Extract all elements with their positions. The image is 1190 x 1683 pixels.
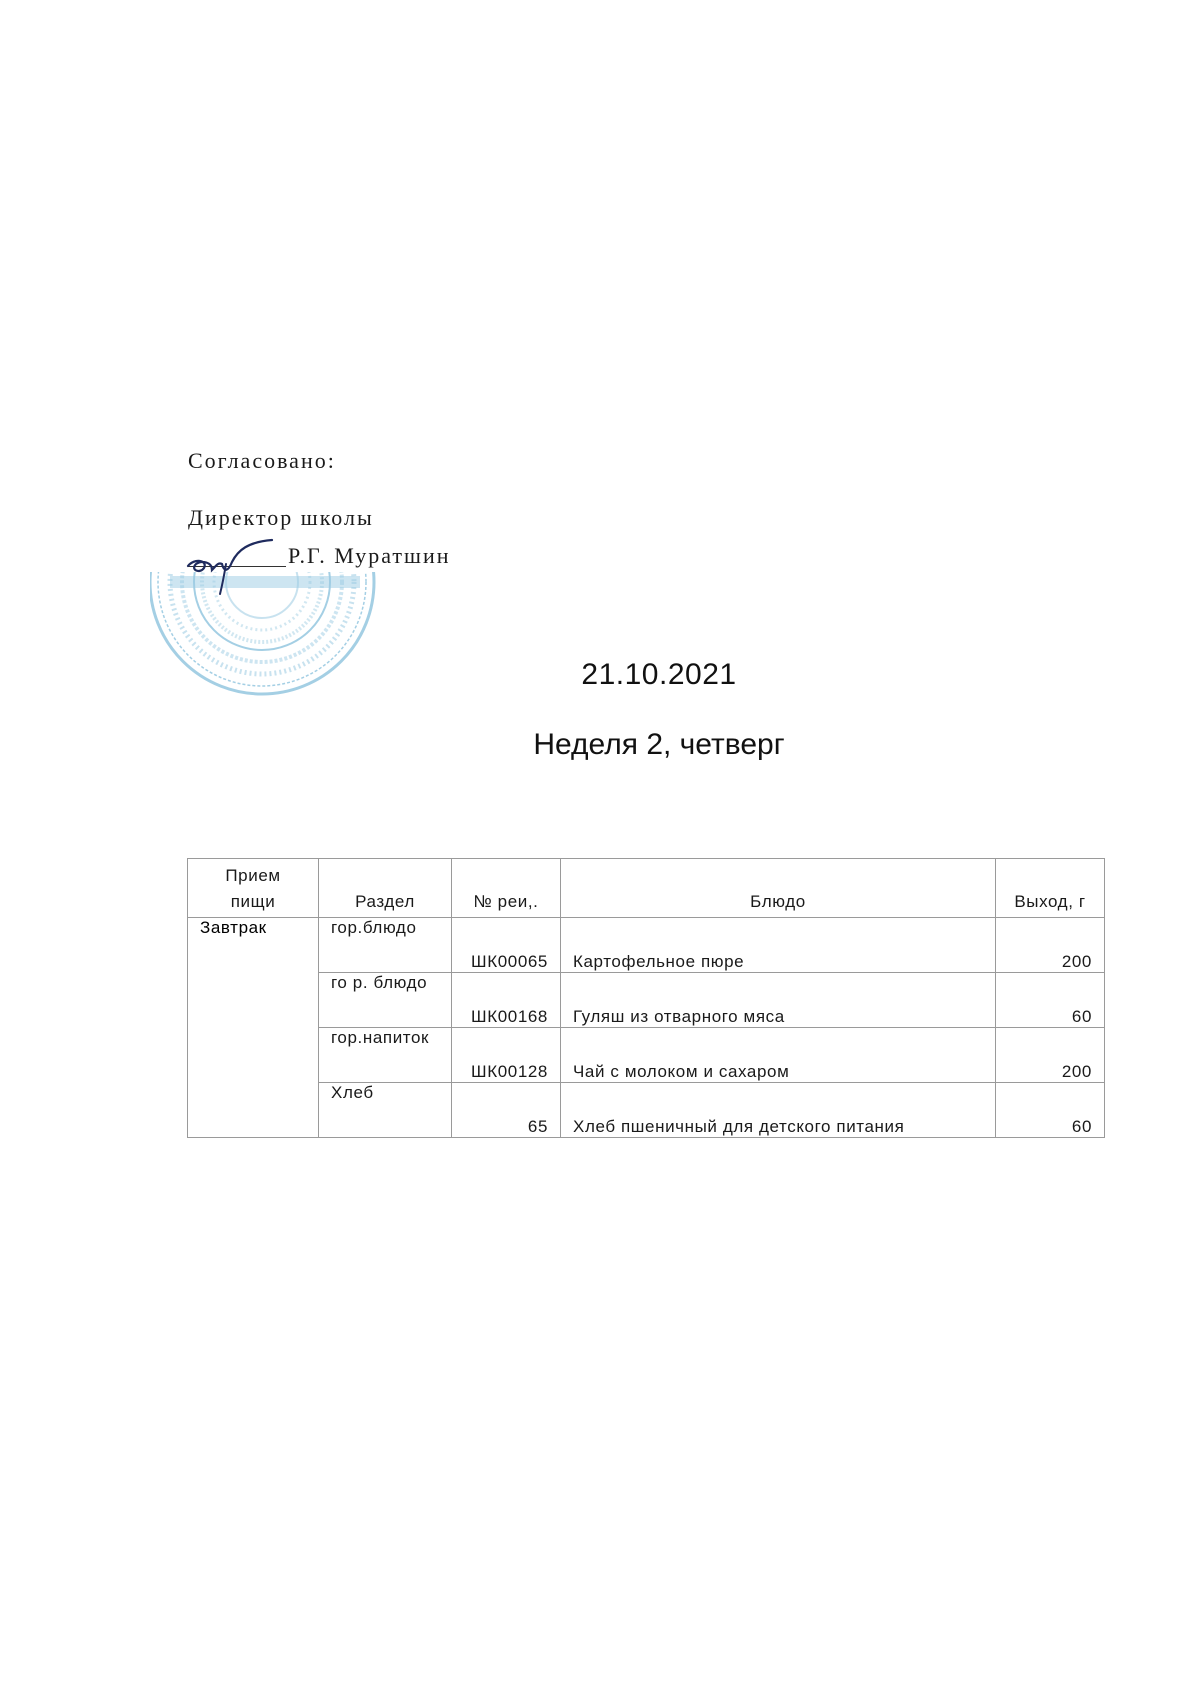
section-cell: гор.напиток [319,1028,452,1083]
section-cell: Хлеб [319,1083,452,1138]
approval-name: Р.Г. Муратшин [288,543,451,568]
header-section: Раздел [319,859,452,918]
menu-date: 21.10.2021 [581,658,737,691]
header-meal: Прием пищи [188,859,319,918]
table-header-row [188,859,1105,918]
dish-cell: Гуляш из отварного мяса [561,973,996,1028]
approval-agreed-label: Согласовано: [188,448,336,473]
section-cell: гор.блюдо [319,918,452,973]
table-row [188,1083,1105,1138]
header-yield: Выход, г [996,859,1105,918]
yield-cell: 200 [996,918,1105,973]
section-cell: го р. блюдо [319,973,452,1028]
yield-cell: 60 [996,1083,1105,1138]
table-row [188,918,1105,973]
approval-position: Директор школы [188,505,374,530]
recipe-number-cell: ШК00168 [452,973,561,1028]
menu-table [187,858,1105,1138]
recipe-number-cell: 65 [452,1083,561,1138]
handwritten-signature-icon [186,536,286,596]
table-row [188,1028,1105,1083]
dish-cell: Картофельное пюре [561,918,996,973]
header-recipe-number: № реи,. [452,859,561,918]
meal-cell: Завтрак [188,918,319,1138]
recipe-number-cell: ШК00065 [452,918,561,973]
dish-cell: Хлеб пшеничный для детского питания [561,1083,996,1138]
menu-week-day: Неделя 2, четверг [533,728,785,761]
dish-cell: Чай с молоком и сахаром [561,1028,996,1083]
table-row [188,973,1105,1028]
yield-cell: 60 [996,973,1105,1028]
recipe-number-cell: ШК00128 [452,1028,561,1083]
yield-cell: 200 [996,1028,1105,1083]
header-dish: Блюдо [561,859,996,918]
